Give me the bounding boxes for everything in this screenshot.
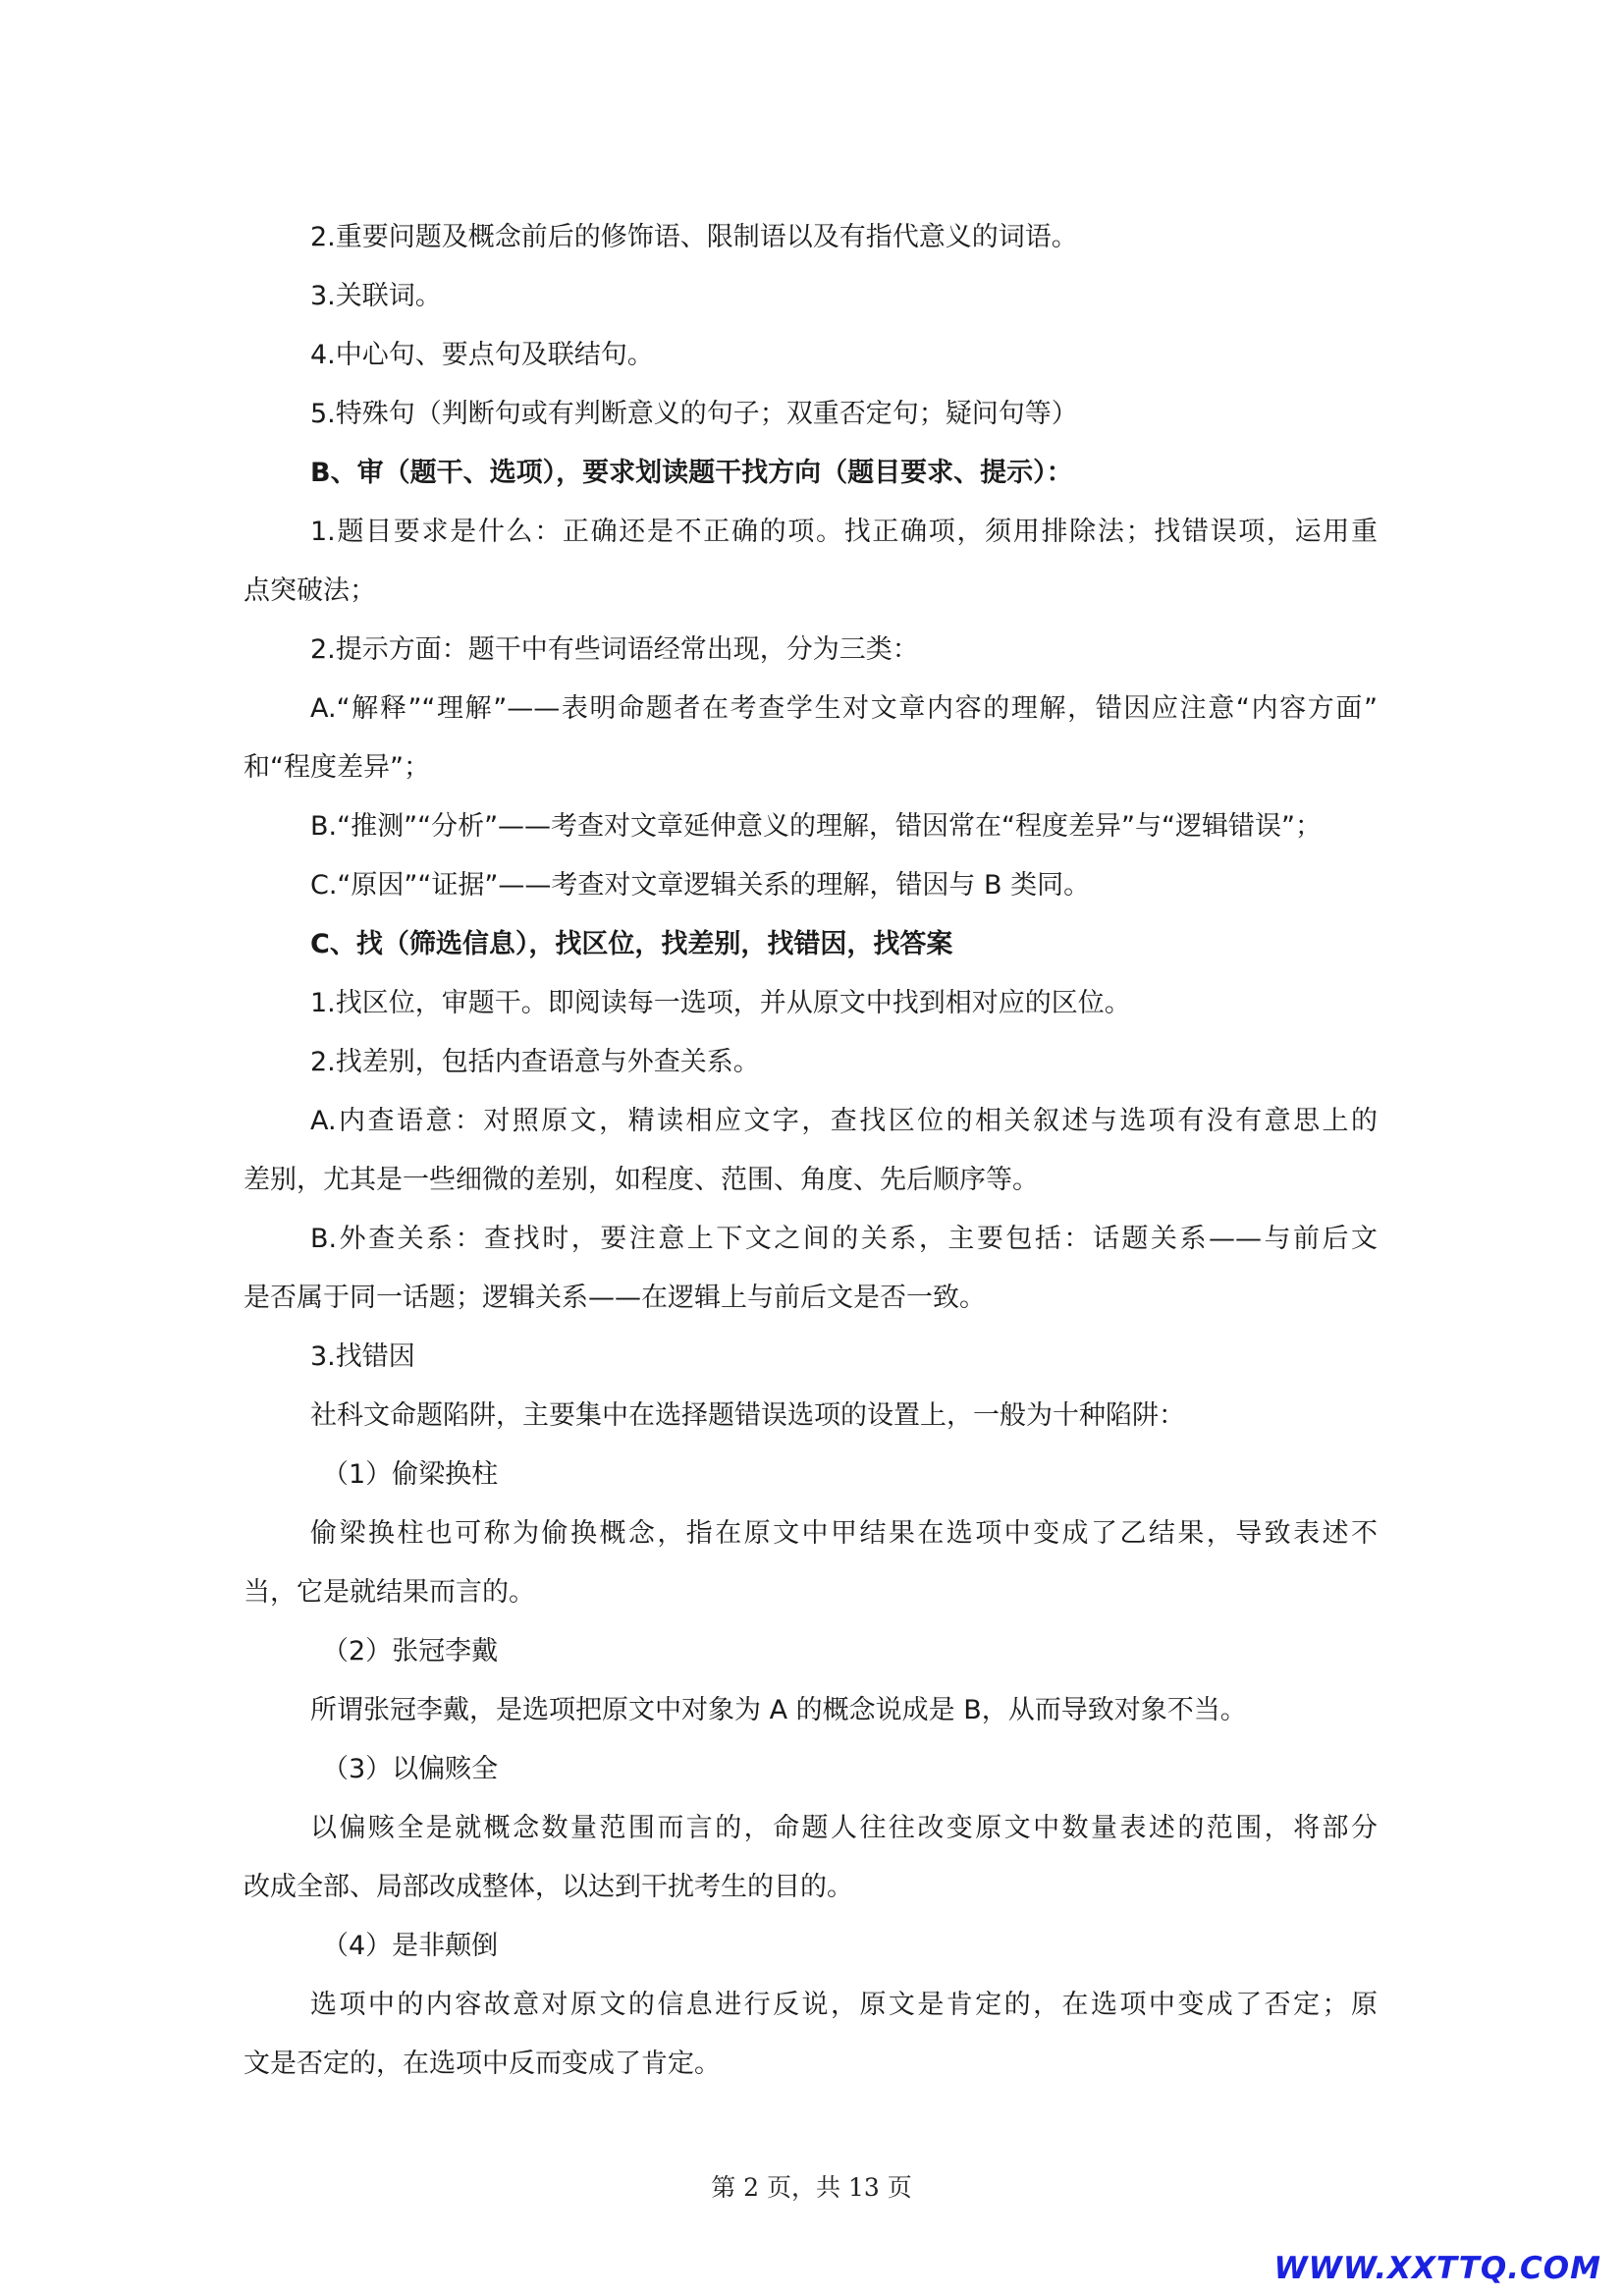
site-watermark[interactable]: WWW.XXTTQ.COM	[1273, 2251, 1601, 2286]
paragraph-line: 点突破法；	[243, 575, 376, 606]
paragraph-line: B.“推测”“分析”——考查对文章延伸意义的理解，错因常在“程度差异”与“逻辑错误”；	[310, 811, 1323, 842]
paragraph-line: 偷梁换柱也可称为偷换概念，指在原文中甲结果在选项中变成了乙结果，导致表述不	[310, 1518, 1378, 1549]
paragraph-line: （4）是非颠倒	[322, 1931, 499, 1961]
paragraph-line: 以偏赅全是就概念数量范围而言的，命题人往往改变原文中数量表述的范围，将部分	[310, 1813, 1378, 1843]
paragraph-line: 2.找差别，包括内查语意与外查关系。	[310, 1047, 760, 1077]
paragraph-line: 所谓张冠李戴，是选项把原文中对象为 A 的概念说成是 B，从而导致对象不当。	[310, 1695, 1247, 1725]
page-footer: 第 2 页，共 13 页	[711, 2173, 912, 2202]
paragraph-line: 当，它是就结果而言的。	[243, 1577, 535, 1608]
paragraph-line: 1.题目要求是什么：正确还是不正确的项。找正确项，须用排除法；找错误项，运用重	[310, 517, 1378, 547]
document-body	[243, 208, 1378, 2094]
paragraph-line: 选项中的内容故意对原文的信息进行反说，原文是肯定的，在选项中变成了否定；原	[310, 1990, 1378, 2020]
paragraph-line: A.内查语意：对照原文，精读相应文字，查找区位的相关叙述与选项有没有意思上的	[310, 1106, 1378, 1136]
section-heading: C、找（筛选信息），找区位，找差别，找错因，找答案	[310, 929, 953, 959]
paragraph-line: 4.中心句、要点句及联结句。	[310, 340, 654, 370]
paragraph-line: 3.关联词。	[310, 281, 442, 311]
paragraph-line: 1.找区位，审题干。即阅读每一选项，并从原文中找到相对应的区位。	[310, 988, 1131, 1018]
paragraph-line: （2）张冠李戴	[322, 1636, 499, 1667]
paragraph-line: B.外查关系：查找时，要注意上下文之间的关系，主要包括：话题关系——与前后文	[310, 1224, 1378, 1254]
paragraph-line: 5.特殊句（判断句或有判断意义的句子；双重否定句；疑问句等）	[310, 399, 1078, 429]
paragraph-line: 改成全部、局部改成整体，以达到干扰考生的目的。	[243, 1872, 853, 1902]
paragraph-line: 差别，尤其是一些细微的差别，如程度、范围、角度、先后顺序等。	[243, 1165, 1039, 1195]
paragraph-line: （1）偷梁换柱	[322, 1459, 499, 1490]
paragraph-line: 2.提示方面：题干中有些词语经常出现，分为三类：	[310, 634, 919, 665]
section-heading: B、审（题干、选项），要求划读题干找方向（题目要求、提示）：	[310, 458, 1073, 488]
paragraph-line: A.“解释”“理解”——表明命题者在考查学生对文章内容的理解，错因应注意“内容方面”	[310, 693, 1378, 724]
paragraph-line: C.“原因”“证据”——考查对文章逻辑关系的理解，错因与 B 类同。	[310, 870, 1091, 901]
paragraph-line: 社科文命题陷阱，主要集中在选择题错误选项的设置上，一般为十种陷阱：	[310, 1400, 1185, 1431]
paragraph-line: 文是否定的，在选项中反而变成了肯定。	[243, 2049, 721, 2079]
paragraph-line: 3.找错因	[310, 1341, 415, 1372]
paragraph-line: 和“程度差异”；	[243, 752, 430, 783]
paragraph-line: （3）以偏赅全	[322, 1754, 499, 1784]
paragraph-line: 是否属于同一话题；逻辑关系——在逻辑上与前后文是否一致。	[243, 1283, 986, 1313]
paragraph-line: 2.重要问题及概念前后的修饰语、限制语以及有指代意义的词语。	[310, 222, 1078, 252]
